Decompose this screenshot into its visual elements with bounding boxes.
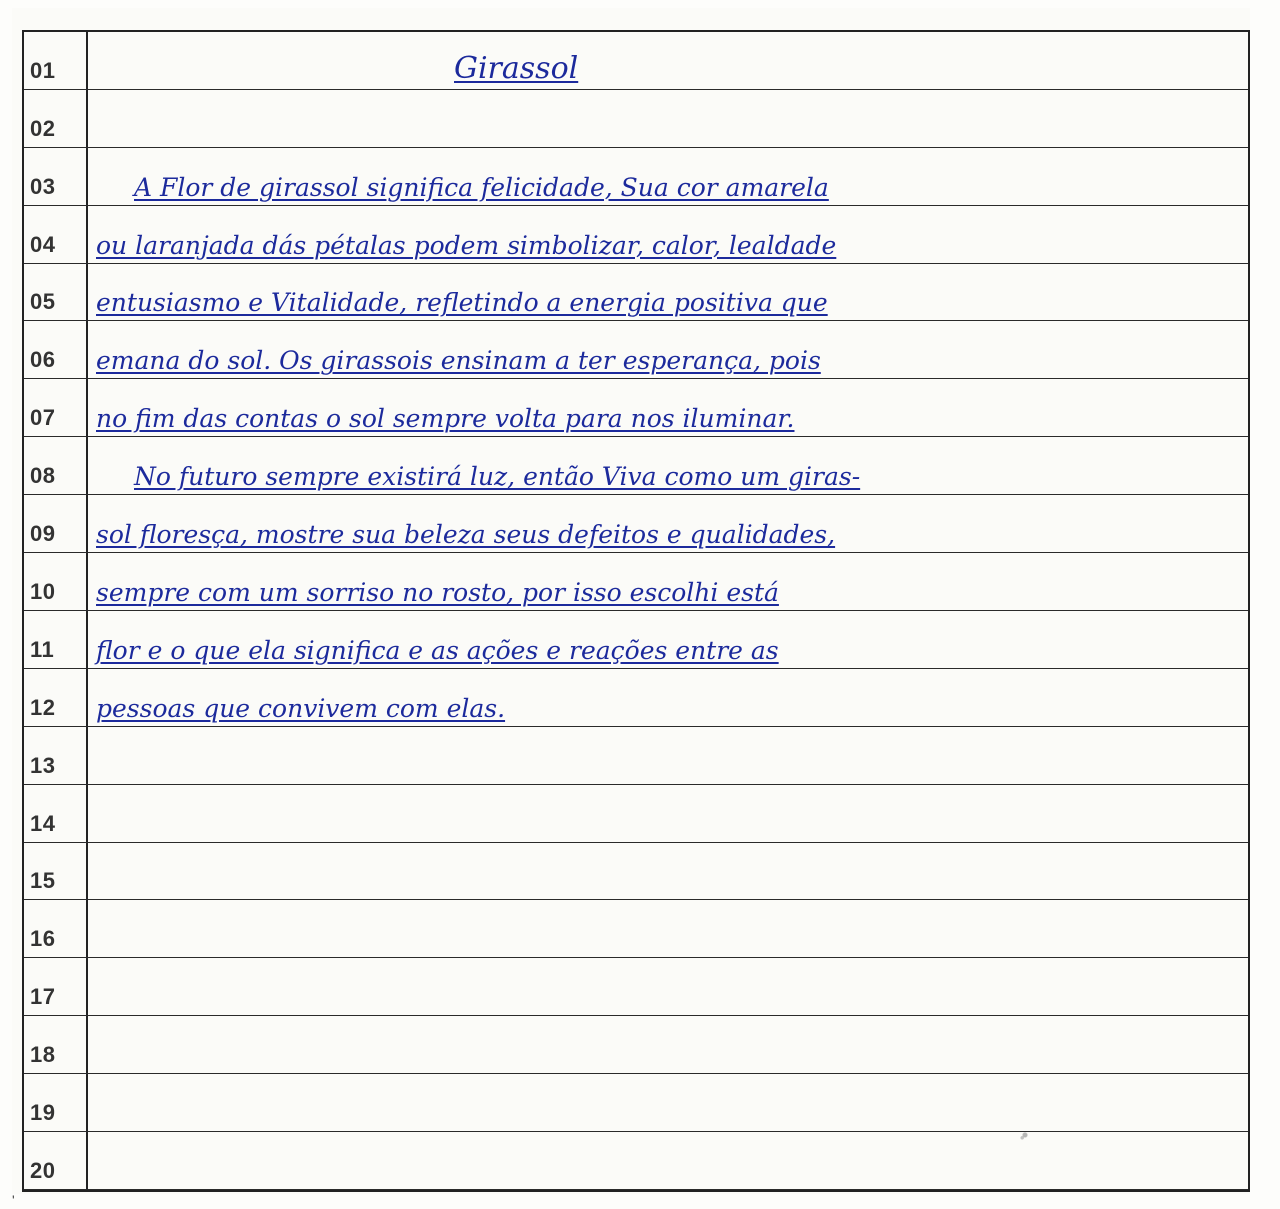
line-number: 13 bbox=[30, 752, 56, 778]
line-number: 16 bbox=[30, 926, 56, 952]
line-row bbox=[24, 1074, 1248, 1132]
line-rule bbox=[24, 1189, 1248, 1190]
line-number: 17 bbox=[30, 984, 56, 1010]
line-number: 06 bbox=[30, 347, 56, 373]
line-row bbox=[24, 611, 1248, 669]
handwritten-line: emana do sol. Os girassois ensinam a ter esperança, pois bbox=[96, 346, 821, 376]
handwritten-line: No futuro sempre existirá luz, então Viva como um giras- bbox=[134, 462, 861, 492]
handwritten-line: sempre com um sorriso no rosto, por isso escolhi está bbox=[96, 577, 779, 607]
handwritten-line: entusiasmo e Vitalidade, refletindo a energia positiva que bbox=[96, 288, 828, 318]
handwritten-line: sol floresça, mostre sua beleza seus defeitos e qualidades, bbox=[96, 520, 836, 550]
line-row bbox=[24, 206, 1248, 264]
line-row bbox=[24, 90, 1248, 148]
line-number: 07 bbox=[30, 405, 56, 431]
footer-mark: ' bbox=[12, 1192, 15, 1208]
line-number: 04 bbox=[30, 231, 56, 257]
line-number: 12 bbox=[30, 694, 56, 720]
line-number: 11 bbox=[30, 636, 55, 662]
handwritten-line: flor e o que ela significa e as ações e reações entre as bbox=[96, 635, 779, 665]
line-row bbox=[24, 322, 1248, 380]
line-row bbox=[24, 727, 1248, 785]
line-row bbox=[24, 437, 1248, 495]
line-number: 08 bbox=[30, 463, 56, 489]
line-row bbox=[24, 1132, 1248, 1190]
line-number: 09 bbox=[30, 521, 56, 547]
line-row bbox=[24, 958, 1248, 1016]
handwritten-line: no fim das contas o sol sempre volta para nos iluminar. bbox=[96, 404, 795, 434]
line-number: 05 bbox=[30, 289, 56, 315]
line-row bbox=[24, 495, 1248, 553]
line-number: 01 bbox=[30, 57, 56, 83]
ink-smudge bbox=[1018, 1128, 1032, 1142]
line-row bbox=[24, 553, 1248, 611]
line-row bbox=[24, 785, 1248, 843]
handwritten-line: ou laranjada dás pétalas podem simbolizar, calor, lealdade bbox=[96, 230, 837, 260]
line-number: 10 bbox=[30, 578, 56, 604]
line-row bbox=[24, 1016, 1248, 1074]
line-row bbox=[24, 901, 1248, 959]
line-number: 19 bbox=[30, 1100, 56, 1126]
line-row bbox=[24, 264, 1248, 322]
handwritten-line: pessoas que convivem com elas. bbox=[96, 693, 506, 723]
line-row bbox=[24, 32, 1248, 90]
essay-title: Girassol bbox=[454, 50, 579, 86]
line-number: 15 bbox=[30, 868, 56, 894]
line-number: 18 bbox=[30, 1042, 56, 1068]
line-row bbox=[24, 379, 1248, 437]
line-number: 14 bbox=[30, 810, 56, 836]
line-row bbox=[24, 148, 1248, 206]
line-row bbox=[24, 843, 1248, 901]
line-number: 03 bbox=[30, 173, 56, 199]
line-row bbox=[24, 669, 1248, 727]
line-number: 20 bbox=[30, 1157, 56, 1183]
line-number: 02 bbox=[30, 115, 56, 141]
handwritten-line: A Flor de girassol significa felicidade, Sua cor amarela bbox=[134, 172, 829, 202]
